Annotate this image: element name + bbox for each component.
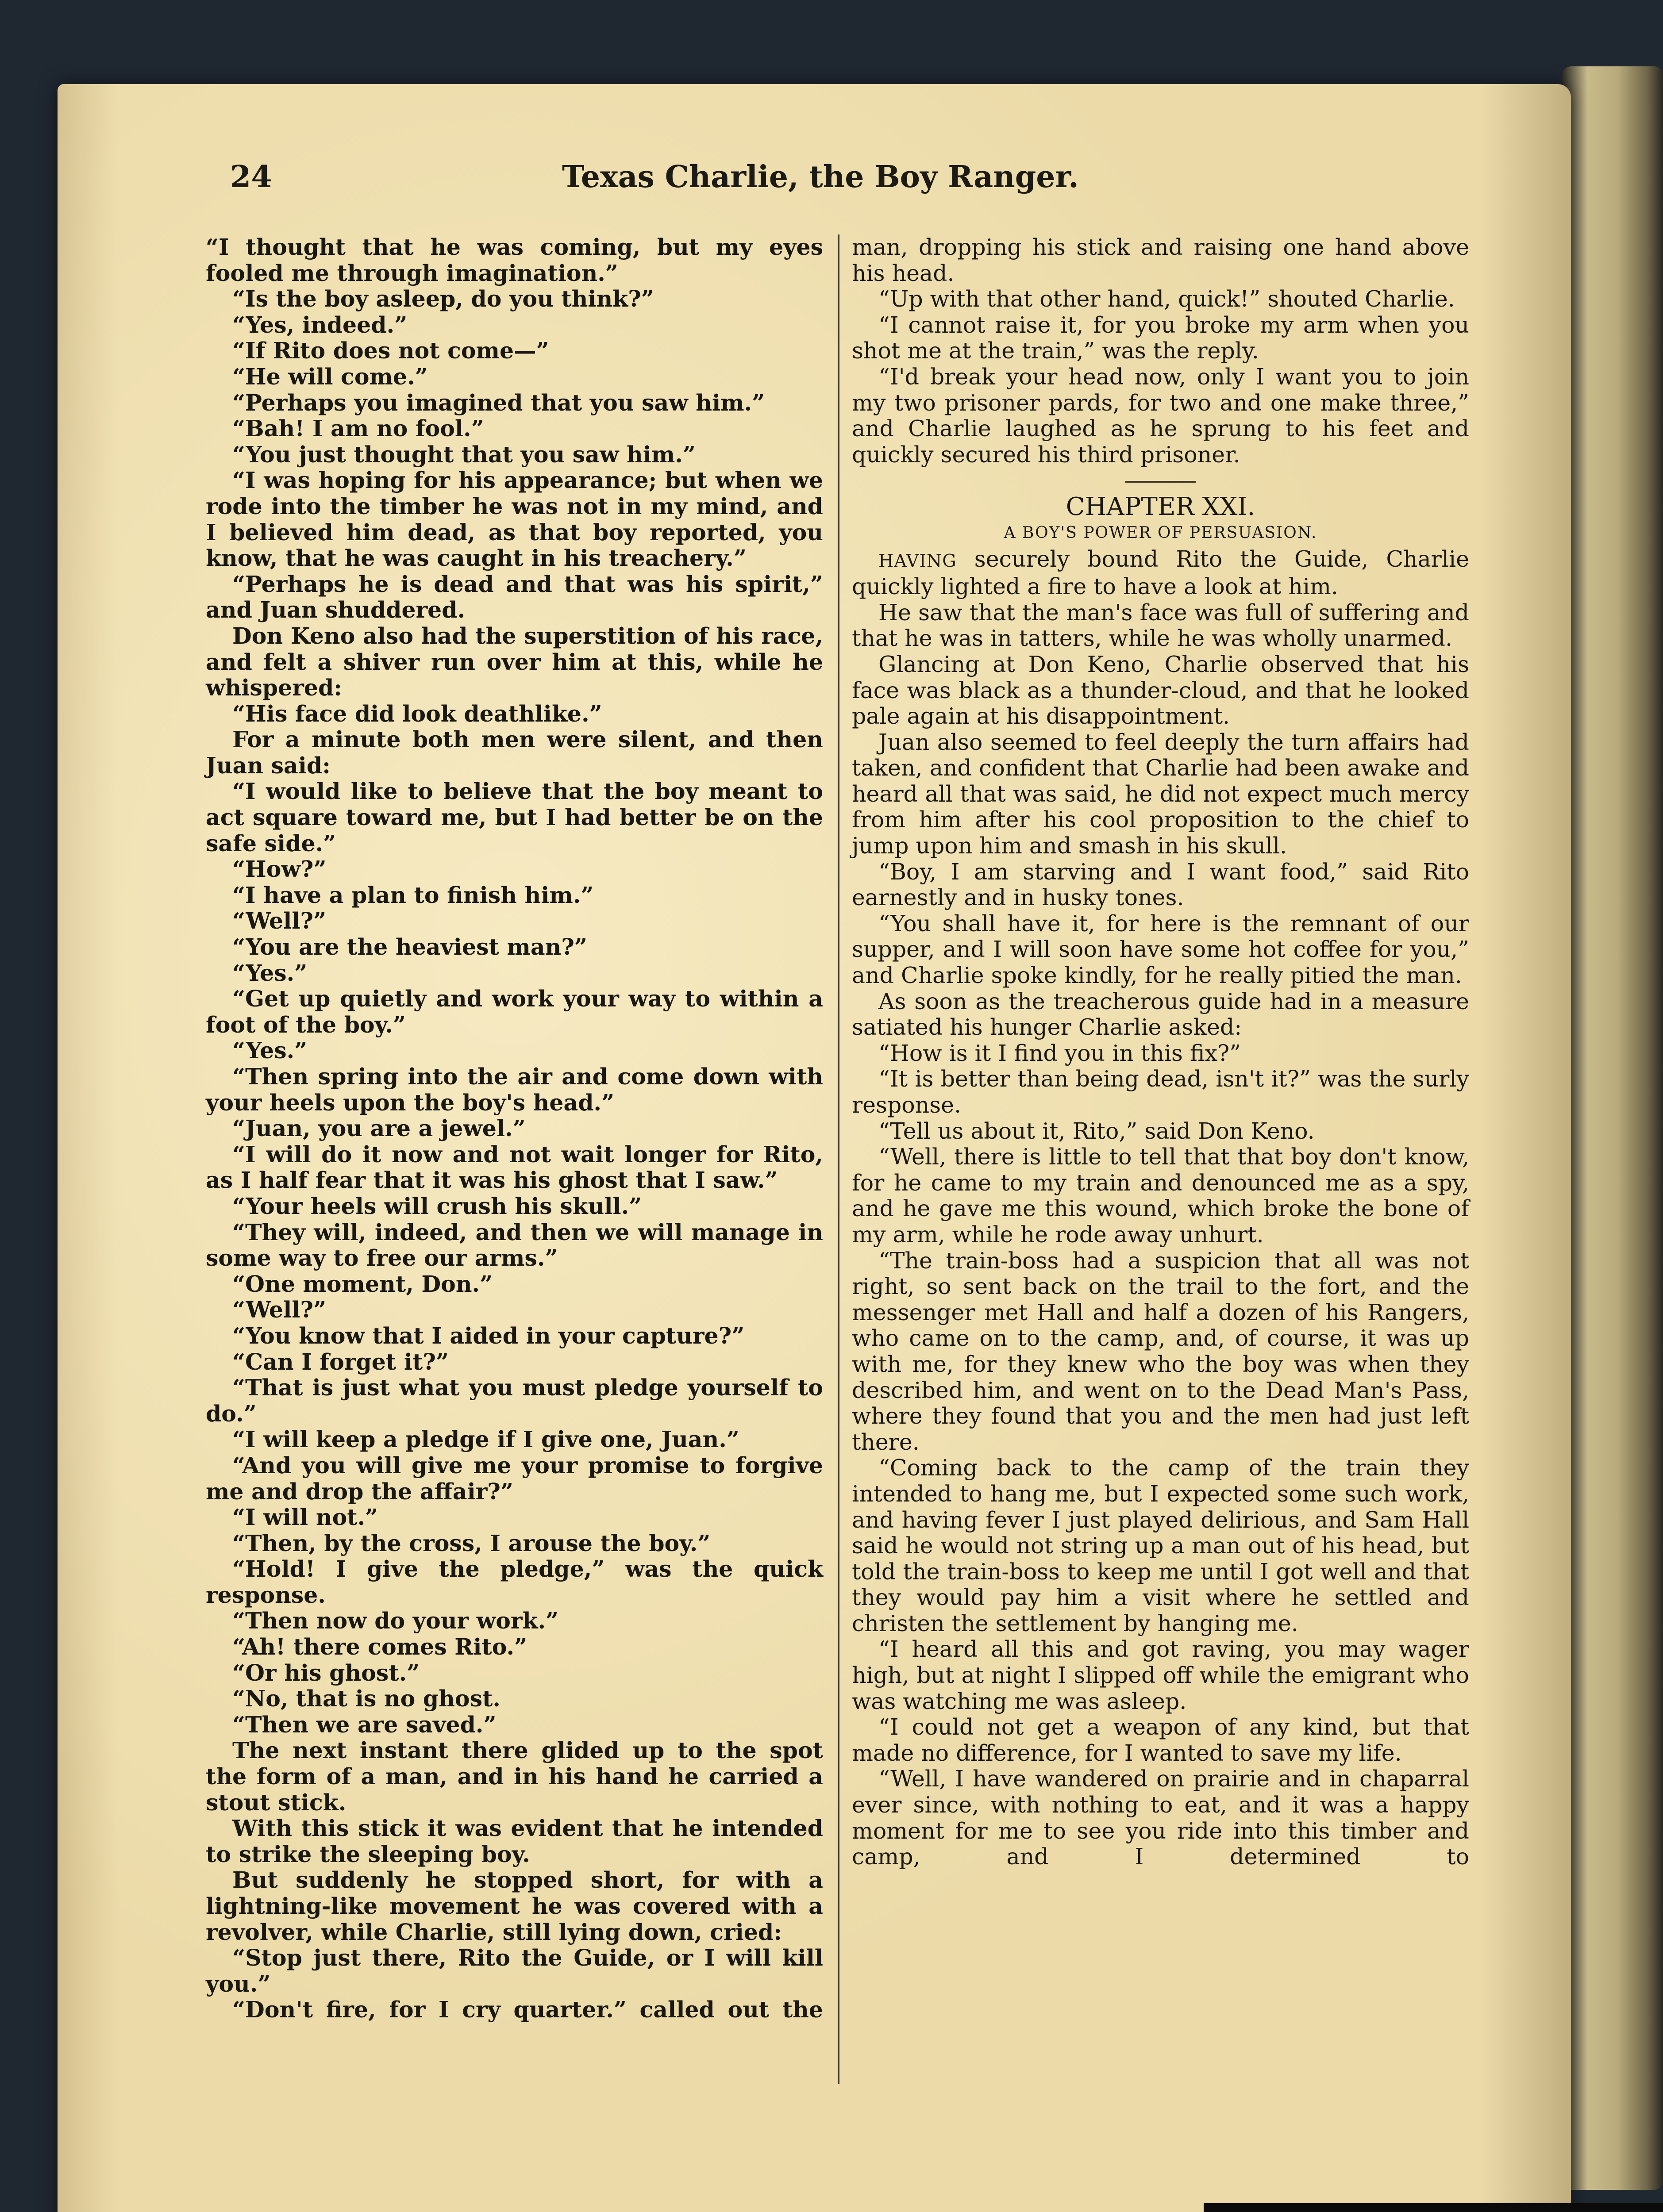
paragraph: “Tell us about it, Rito,” said Don Keno.: [878, 1118, 1315, 1144]
watermark-bar: [1204, 2203, 1663, 2212]
paragraph: “Yes.”: [232, 1037, 308, 1064]
paragraph: “Yes, indeed.”: [232, 311, 408, 338]
right-column: [852, 234, 1469, 1870]
paragraph: “Hold! I give the pledge,” was the quick response.: [206, 1556, 823, 1608]
paragraph: “That is just what you must pledge yourself to do.”: [206, 1375, 823, 1427]
paragraph: “Don't fire, for I cry quarter.” called out the: [232, 1997, 823, 2023]
paragraph: “I heard all this and got raving, you may wager high, but at night I slipped off while the emigrant who was watching me was asleep.: [852, 1636, 1469, 1714]
paragraph: “Up with that other hand, quick!” shouted Charlie.: [878, 286, 1455, 312]
paragraph: man, dropping his stick and raising one hand above his head.: [852, 234, 1469, 286]
paragraph: “And you will give me your promise to forgive me and drop the affair?”: [206, 1452, 823, 1505]
paragraph: “It is better than being dead, isn't it?” was the surly response.: [852, 1066, 1469, 1118]
paragraph: “Get up quietly and work your way to within a foot of the boy.”: [206, 986, 823, 1038]
paragraph: “Well?”: [232, 908, 327, 934]
paragraph: “Ah! there comes Rito.”: [232, 1634, 527, 1660]
paragraph: “Well, I have wandered on prairie and in chaparral ever since, with nothing to eat, and it was a happy moment for me to see you ride into this timber and camp, and I determined to: [852, 1766, 1469, 1870]
paragraph: “Perhaps you imagined that you saw him.”: [232, 389, 765, 416]
chapter-subtitle: A BOY'S POWER OF PERSUASION.: [1004, 523, 1317, 542]
paragraph: “I'd break your head now, only I want you to join my two prisoner pards, for two and one make three,” and Charlie laughed as he sprung to his feet and quickly secured his third prisoner.: [852, 363, 1469, 468]
paragraph: “Or his ghost.”: [232, 1659, 420, 1686]
chapter-rule: [1125, 481, 1196, 483]
paragraph: The next instant there glided up to the spot the form of a man, and in his hand he carried a stout stick.: [206, 1737, 823, 1816]
paragraph: “I cannot raise it, for you broke my arm when you shot me at the train,” was the reply.: [852, 311, 1469, 364]
page-number: 24: [230, 159, 272, 195]
paragraph: “I will not.”: [232, 1504, 378, 1531]
paragraph: “I could not get a weapon of any kind, but that made no difference, for I wanted to save my life.: [852, 1714, 1469, 1766]
paragraph: “Then spring into the air and come down with your heels upon the boy's head.”: [206, 1064, 823, 1116]
paragraph: “How is it I find you in this fix?”: [878, 1040, 1241, 1066]
paragraph: Juan also seemed to feel deeply the turn affairs had taken, and confident that Charlie had been awake and heard all that was said, he did not expect much mercy from him after his cool proposition to the chief to jump upon him and smash in his skull.: [852, 729, 1469, 859]
paragraph: “I will keep a pledge if I give one, Juan.”: [232, 1426, 739, 1453]
paragraph: He saw that the man's face was full of suffering and that he was in tatters, while he was wholly unarmed.: [852, 599, 1469, 652]
paragraph: As soon as the treacherous guide had in a measure satiated his hunger Charlie asked:: [852, 988, 1469, 1041]
paragraph: With this stick it was evident that he intended to strike the sleeping boy.: [206, 1815, 823, 1867]
drop-word: HAVING: [878, 550, 957, 571]
paragraph: “I will do it now and not wait longer for Rito, as I half fear that it was his ghost that I saw.”: [206, 1141, 823, 1194]
left-column: [206, 234, 823, 2023]
chapter-title: CHAPTER XXI.: [1066, 492, 1255, 522]
paragraph: “Perhaps he is dead and that was his spirit,” and Juan shuddered.: [206, 571, 823, 623]
paragraph: “One moment, Don.”: [232, 1271, 493, 1297]
paragraph: “Then we are saved.”: [232, 1711, 497, 1738]
paragraph: “I have a plan to finish him.”: [232, 882, 594, 908]
paragraph: “Then now do your work.”: [232, 1608, 559, 1634]
paragraph: “Then, by the cross, I arouse the boy.”: [232, 1530, 711, 1556]
paragraph: “His face did look deathlike.”: [232, 700, 602, 727]
paragraph: “Stop just there, Rito the Guide, or I will kill you.”: [206, 1945, 823, 1997]
running-title: Texas Charlie, the Boy Ranger.: [562, 159, 1079, 195]
paragraph: “I thought that he was coming, but my eyes fooled me through imagination.”: [206, 234, 823, 286]
paragraph: “You just thought that you saw him.”: [232, 441, 696, 468]
page-header: [230, 159, 1500, 212]
paragraph: “Bah! I am no fool.”: [232, 415, 484, 442]
paragraph: “You are the heaviest man?”: [232, 934, 587, 960]
paragraph: “The train-boss had a suspicion that all was not right, so sent back on the trail to the fort, and the messenger met Hall and half a dozen of his Rangers, who came on to the camp, and, of course, it was up with me, for they knew who the boy was when they described him, and went on to the Dead Man's Pass, where they found that you and the men had just left there.: [852, 1247, 1469, 1455]
paragraph: “He will come.”: [232, 363, 428, 390]
book-spine: [1562, 66, 1663, 2190]
paragraph: “You shall have it, for here is the remnant of our supper, and I will soon have some hot coffee for you,” and Charlie spoke kindly, for he really pitied the man.: [852, 910, 1469, 989]
paragraph: “I was hoping for his appearance; but when we rode into the timber he was not in my mind, and I believed him dead, as that boy reported, you know, that he was caught in his treachery.”: [206, 467, 823, 572]
paragraph: “Boy, I am starving and I want food,” said Rito earnestly and in husky tones.: [852, 858, 1469, 911]
paragraph: “I would like to believe that the boy meant to act square toward me, but I had better be on the safe side.”: [206, 778, 823, 856]
column-divider: [838, 234, 839, 2084]
paragraph: “Well?”: [232, 1297, 327, 1323]
paragraph: “If Rito does not come—”: [232, 338, 549, 364]
paragraph: “You know that I aided in your capture?”: [232, 1322, 745, 1349]
paragraph: “They will, indeed, and then we will manage in some way to free our arms.”: [206, 1219, 823, 1271]
paragraph: “Juan, you are a jewel.”: [232, 1115, 526, 1142]
paragraph: HAVING securely bound Rito the Guide, Charlie quickly lighted a fire to have a look at him.: [852, 545, 1469, 600]
paragraph: “How?”: [232, 856, 327, 883]
paragraph: “Well, there is little to tell that that boy don't know, for he came to my train and denounced me as a spy, and he gave me this wound, which broke the bone of my arm, while he rode away unhurt.: [852, 1144, 1469, 1248]
paragraph: “Your heels will crush his skull.”: [232, 1193, 642, 1219]
paragraph: But suddenly he stopped short, for with a lightning-like movement he was covered with a revolver, while Charlie, still lying down, cried:: [206, 1867, 823, 1945]
paragraph: “Coming back to the camp of the train they intended to hang me, but I expected some such work, and having fever I just played delirious, and Sam Hall said he would not string up a man out of his head, but told the train-boss to keep me until I got well and that they would pay him a visit where he settled and christen the settlement by hanging me.: [852, 1455, 1469, 1636]
paragraph: For a minute both men were silent, and then Juan said:: [206, 726, 823, 779]
paragraph: “Can I forget it?”: [232, 1348, 449, 1375]
paragraph: “No, that is no ghost.: [232, 1686, 500, 1712]
paragraph: Glancing at Don Keno, Charlie observed that his face was black as a thunder-cloud, and that he looked pale again at his disappointment.: [852, 651, 1469, 730]
paragraph: Don Keno also had the superstition of his race, and felt a shiver run over him at this, while he whispered:: [206, 622, 823, 701]
paragraph: “Yes.”: [232, 960, 308, 986]
paragraph: “Is the boy asleep, do you think?”: [232, 286, 654, 312]
